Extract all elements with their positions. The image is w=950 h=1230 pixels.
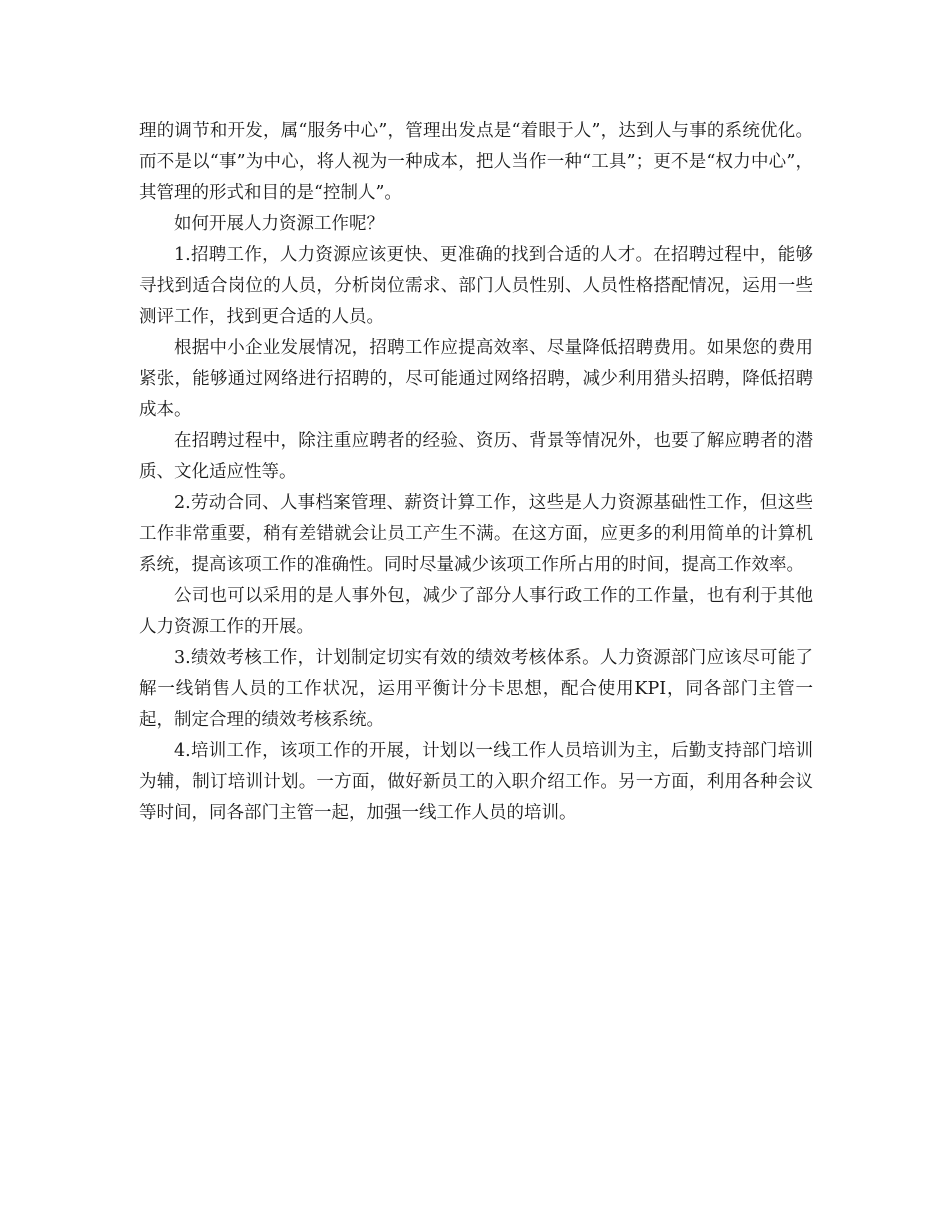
paragraph-recruitment-cost: 根据中小企业发展情况，招聘工作应提高效率、尽量降低招聘费用。如果您的费用紧张，能够通过网络进行招聘的，尽可能通过网络招聘，减少利用猎头招聘，降低招聘成本。 — [139, 338, 813, 420]
paragraph-performance: 3.绩效考核工作，计划制定切实有效的绩效考核体系。人力资源部门应该尽可能了解一线销售人员的工作状况，运用平衡计分卡思想，配合使用KPI，同各部门主管一起，制定合理的绩效考核系统。 — [139, 648, 813, 730]
paragraph-outsourcing: 公司也可以采用的是人事外包，减少了部分人事行政工作的工作量，也有利于其他人力资源工作的开展。 — [139, 586, 813, 637]
paragraph-training: 4.培训工作，该项工作的开展，计划以一线工作人员培训为主，后勤支持部门培训为辅，制订培训计划。一方面，做好新员工的入职介绍工作。另一方面，利用各种会议等时间，同各部门主管一起，加强一线工作人员的培训。 — [139, 741, 813, 823]
paragraph-recruitment-criteria: 在招聘过程中，除注重应聘者的经验、资历、背景等情况外，也要了解应聘者的潜质、文化适应性等。 — [139, 431, 813, 482]
paragraph-recruitment: 1.招聘工作，人力资源应该更快、更准确的找到合适的人才。在招聘过程中，能够寻找到适合岗位的人员，分析岗位需求、部门人员性别、人员性格搭配情况，运用一些测评工作，找到更合适的人员。 — [139, 245, 813, 327]
paragraph-contracts-payroll: 2.劳动合同、人事档案管理、薪资计算工作，这些是人力资源基础性工作，但这些工作非常重要，稍有差错就会让员工产生不满。在这方面，应更多的利用简单的计算机系统，提高该项工作的准确性。同时尽量减少该项工作所占用的时间，提高工作效率。 — [139, 493, 813, 575]
paragraph-question: 如何开展人力资源工作呢？ — [174, 214, 384, 234]
document-body — [139, 116, 813, 829]
paragraph-continuation: 理的调节和开发，属“服务中心”，管理出发点是“着眼于人”，达到人与事的系统优化。而不是以“事”为中心，将人视为一种成本，把人当作一种“工具”；更不是“权力中心”，其管理的形式和目的是“控制人”。 — [139, 121, 813, 203]
